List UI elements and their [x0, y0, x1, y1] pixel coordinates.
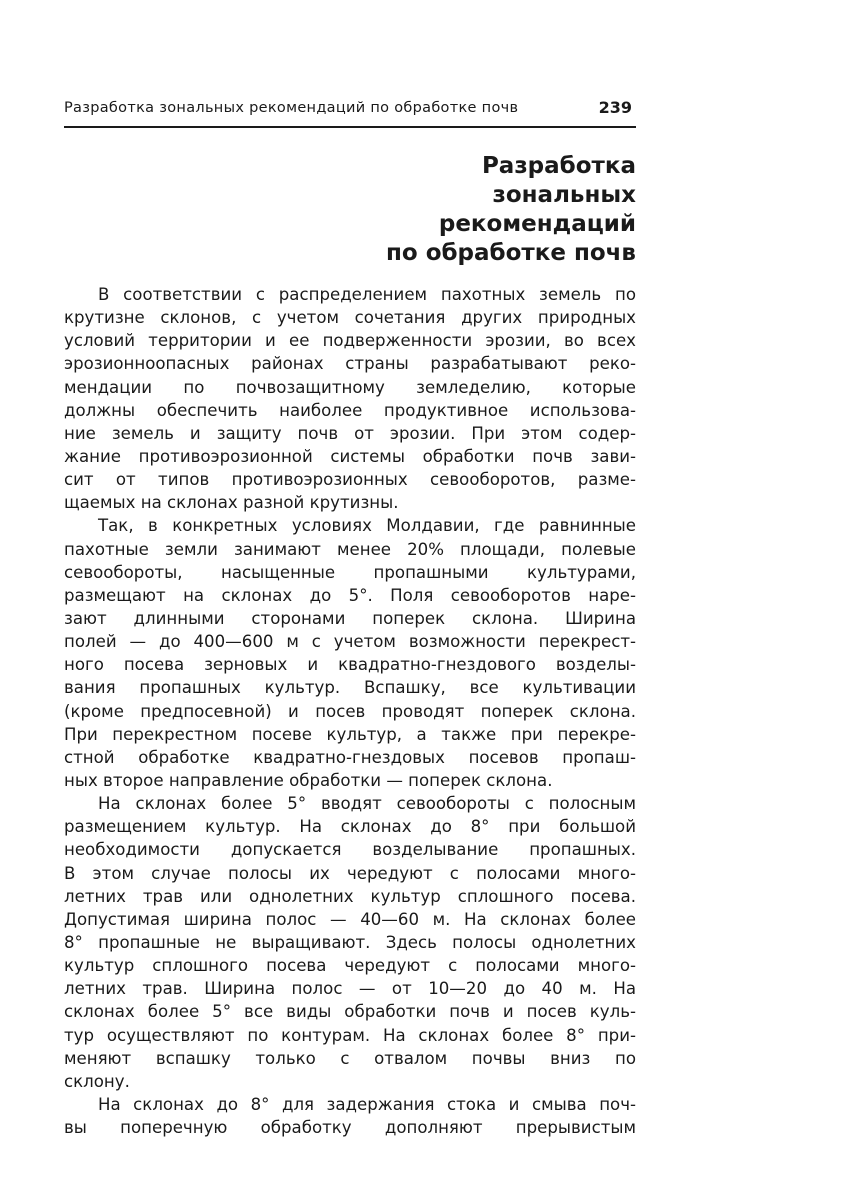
text-line: тур осуществляют по контурам. На склонах более 8° при-: [64, 1025, 636, 1045]
text-line: ного посева зерновых и квадратно-гнездового возделы-: [64, 655, 636, 675]
text-line: ние земель и защиту почв от эрозии. При этом содер-: [64, 423, 636, 443]
text-line: мендации по почвозащитному земледелию, которые: [64, 377, 636, 397]
text-line: В соответствии с распределением пахотных земель по: [98, 285, 636, 304]
text-line: При перекрестном посеве культур, а также при перекре-: [64, 724, 636, 744]
chapter-title-line: зональных: [492, 182, 636, 208]
text-line: условий территории и ее подверженности эрозии, во всех: [64, 331, 636, 351]
page-number: 239: [598, 98, 632, 117]
paragraph: [64, 283, 636, 514]
text-line: пахотные земли занимают менее 20% площади, полевые: [64, 539, 636, 559]
text-line: культур сплошного посева чередуют с полосами много-: [64, 956, 636, 976]
text-line: необходимости допускается возделывание пропашных.: [64, 840, 636, 860]
text-line: должны обеспечить наиболее продуктивное использова-: [64, 400, 636, 420]
text-line: эрозионноопасных районах страны разрабатывают реко-: [64, 354, 636, 374]
chapter-title-line: по обработке почв: [386, 240, 636, 266]
text-line: полей — до 400—600 м с учетом возможности перекрест-: [64, 632, 636, 652]
text-line: склонах более 5° все виды обработки почв и посев куль-: [64, 1002, 636, 1022]
paragraph: [64, 1093, 636, 1139]
text-line: зают длинными сторонами поперек склона. Ширина: [64, 608, 636, 628]
text-line: щаемых на склонах разной крутизны.: [64, 493, 399, 513]
text-line: ных второе направление обработки — поперек склона.: [64, 770, 553, 790]
text-line: вания пропашных культур. Вспашку, все культивации: [64, 678, 636, 698]
text-line: крутизне склонов, с учетом сочетания других природных: [64, 308, 636, 328]
text-line: На склонах более 5° вводят севообороты с полосным: [98, 794, 636, 814]
text-line: вы поперечную обработку дополняют прерывистым: [64, 1118, 636, 1138]
running-title: Разработка зональных рекомендаций по обработке почв: [64, 100, 519, 116]
text-line: Допустимая ширина полос — 40—60 м. На склонах более: [64, 909, 636, 929]
text-line: сит от типов противоэрозионных севооборотов, разме-: [64, 470, 636, 490]
text-line: севообороты, насыщенные пропашными культурами,: [64, 562, 636, 582]
text-line: (кроме предпосевной) и посев проводят поперек склона.: [64, 701, 636, 721]
running-header: [64, 98, 636, 128]
text-line: летних трав или однолетних культур сплошного посева.: [64, 886, 636, 906]
text-line: летних трав. Ширина полос — от 10—20 до 40 м. На: [64, 979, 636, 999]
text-line: размещением культур. На склонах до 8° при большой: [64, 817, 636, 837]
text-line: На склонах до 8° для задержания стока и смыва поч-: [98, 1094, 636, 1114]
text-line: склону.: [64, 1071, 130, 1091]
text-line: стной обработке квадратно-гнездовых посевов пропаш-: [64, 747, 636, 767]
chapter-title-line: Разработка: [481, 153, 636, 179]
text-line: Так, в конкретных условиях Молдавии, где равнинные: [98, 516, 636, 536]
paragraph: [64, 792, 636, 1093]
text-line: жание противоэрозионной системы обработки почв зави-: [64, 446, 636, 466]
chapter-title: [216, 152, 636, 268]
text-line: В этом случае полосы их чередуют с полосами много-: [64, 863, 636, 883]
text-line: меняют вспашку только с отвалом почвы вниз по: [64, 1048, 636, 1068]
paragraph: [64, 514, 636, 792]
body-text: [64, 283, 636, 1139]
text-line: 8° пропашные не выращивают. Здесь полосы однолетних: [64, 932, 636, 952]
chapter-title-line: рекомендаций: [438, 211, 636, 237]
text-line: размещают на склонах до 5°. Поля севооборотов наре-: [64, 585, 636, 605]
